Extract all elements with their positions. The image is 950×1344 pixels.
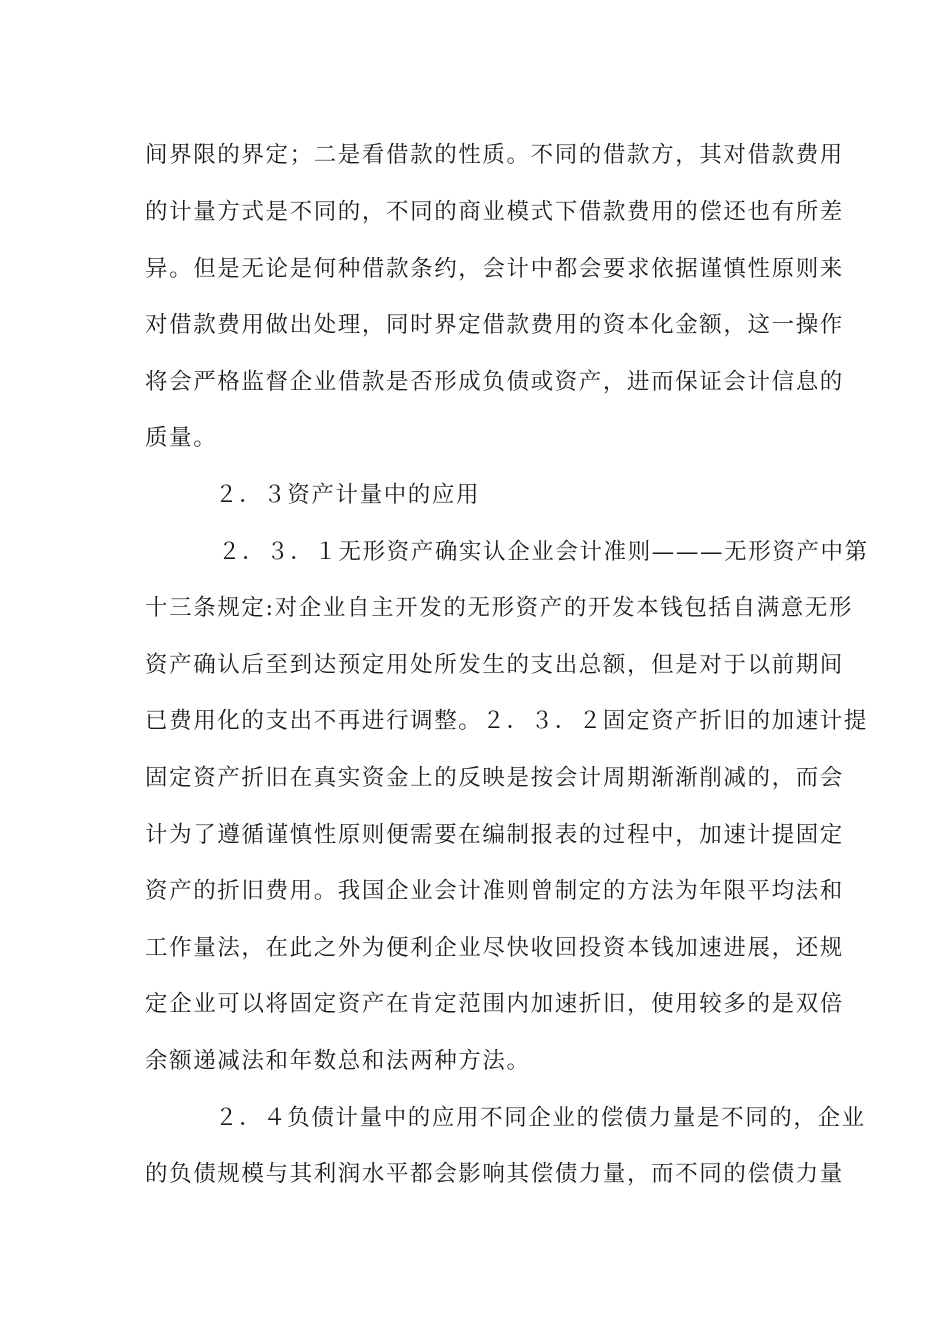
text-line: 资产的折旧费用。我国企业会计准则曾制定的方法为年限平均法和 <box>145 878 844 904</box>
text-line: 余额递减法和年数总和法两种方法。 <box>145 1048 531 1074</box>
text-line: 十三条规定:对企业自主开发的无形资产的开发本钱包括自满意无形 <box>145 595 854 621</box>
text-line: 资产确认后至到达预定用处所发生的支出总额，但是对于以前期间 <box>145 652 844 678</box>
text-line: 固定资产折旧在真实资金上的反映是按会计周期渐渐削减的，而会 <box>145 765 844 791</box>
text-line: 的计量方式是不同的，不同的商业模式下借款费用的偿还也有所差 <box>145 199 844 225</box>
text-line: 对借款费用做出处理，同时界定借款费用的资本化金额，这一操作 <box>145 312 844 338</box>
text-line: 质量。 <box>145 425 218 451</box>
text-line: 已费用化的支出不再进行调整。２．３．２固定资产折旧的加速计提 <box>145 708 869 734</box>
text-line: 定企业可以将固定资产在肯定范围内加速折旧，使用较多的是双倍 <box>145 991 844 1017</box>
text-line: 计为了遵循谨慎性原则便需要在编制报表的过程中，加速计提固定 <box>145 822 844 848</box>
text-line: 将会严格监督企业借款是否形成负债或资产，进而保证会计信息的 <box>145 369 844 395</box>
text-line: 工作量法，在此之外为便利企业尽快收回投资本钱加速进展，还规 <box>145 935 844 961</box>
text-line: 异。但是无论是何种借款条约，会计中都会要求依据谨慎性原则来 <box>145 256 844 282</box>
text-line: ２．４负债计量中的应用不同企业的偿债力量是不同的，企业 <box>215 1105 866 1131</box>
text-line: 的负债规模与其利润水平都会影响其偿债力量，而不同的偿债力量 <box>145 1161 844 1187</box>
text-line: ２．３．１无形资产确实认企业会计准则———无形资产中第 <box>218 539 869 565</box>
text-line: 间界限的界定；二是看借款的性质。不同的借款方，其对借款费用 <box>145 142 844 168</box>
section-heading: ２．３资产计量中的应用 <box>215 482 481 508</box>
